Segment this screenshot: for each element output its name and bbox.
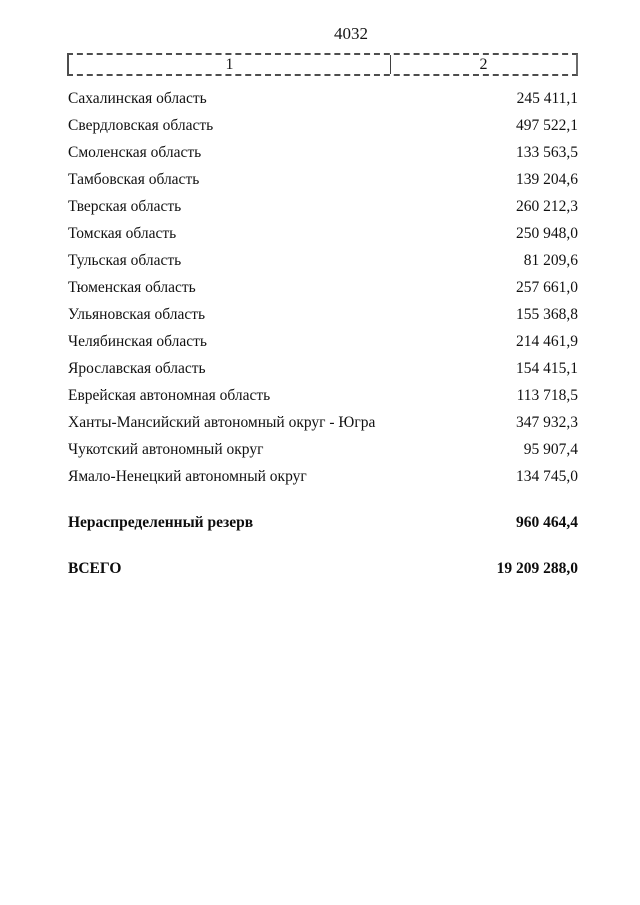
region-value: 155 368,8 [516, 306, 578, 323]
table-row [68, 328, 578, 355]
table-row-reserve [68, 509, 578, 536]
table-row [68, 85, 578, 112]
table-body [68, 85, 578, 582]
region-value: 257 661,0 [516, 279, 578, 296]
region-name: Ямало-Ненецкий автономный округ [68, 468, 307, 485]
table-row [68, 193, 578, 220]
column-header-1: 1 [69, 55, 391, 74]
column-header-2: 2 [479, 55, 488, 73]
table-row [68, 301, 578, 328]
region-value: 139 204,6 [516, 171, 578, 188]
region-name: Свердловская область [68, 117, 214, 134]
table-header [67, 53, 578, 76]
region-value: 154 415,1 [516, 360, 578, 377]
table-row [68, 355, 578, 382]
page-number: 4032 [334, 24, 368, 43]
region-name: Чукотский автономный округ [68, 441, 264, 458]
region-value: 113 718,5 [516, 387, 578, 404]
region-name: Ярославская область [68, 360, 206, 377]
region-name: Тамбовская область [68, 171, 200, 188]
table-row [68, 139, 578, 166]
region-value: 214 461,9 [516, 333, 578, 350]
table-row [68, 220, 578, 247]
reserve-label: Нераспределенный резерв [68, 514, 254, 531]
region-name: Сахалинская область [68, 90, 207, 107]
region-name: Тверская область [68, 198, 182, 215]
region-name: Еврейская автономная область [68, 387, 271, 404]
table-row [68, 436, 578, 463]
table-row [68, 274, 578, 301]
reserve-value: 960 464,4 [516, 514, 578, 531]
region-value: 250 948,0 [516, 225, 578, 242]
table-row-total [68, 555, 578, 582]
region-name: Челябинская область [68, 333, 207, 350]
region-value: 81 209,6 [523, 252, 578, 269]
region-value: 134 745,0 [516, 468, 578, 485]
region-value: 245 411,1 [516, 90, 578, 107]
table-row [68, 409, 578, 436]
table-row [68, 247, 578, 274]
region-value: 260 212,3 [516, 198, 578, 215]
table-row [68, 382, 578, 409]
table-row [68, 166, 578, 193]
region-value: 497 522,1 [516, 117, 578, 134]
region-value: 95 907,4 [523, 441, 578, 458]
region-name: Смоленская область [68, 144, 202, 161]
total-label: ВСЕГО [68, 560, 122, 577]
region-value: 347 932,3 [516, 414, 578, 431]
table-row [68, 112, 578, 139]
region-name: Томская область [68, 225, 177, 242]
table-row [68, 463, 578, 490]
region-value: 133 563,5 [516, 144, 578, 161]
region-name: Тюменская область [68, 279, 196, 296]
total-value: 19 209 288,0 [496, 560, 578, 577]
region-name: Тульская область [68, 252, 182, 269]
region-name: Ханты-Мансийский автономный округ - Югра [68, 414, 376, 431]
region-name: Ульяновская область [68, 306, 206, 323]
